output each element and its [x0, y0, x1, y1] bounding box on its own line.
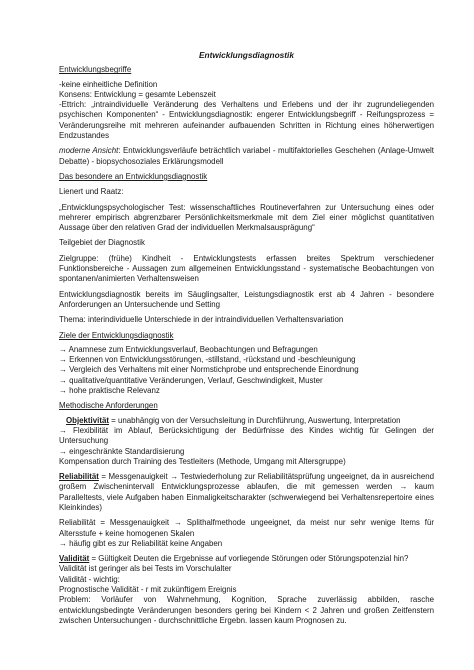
emphasis-text: moderne Ansicht	[59, 146, 119, 156]
paragraph: Teilgebiet der Diagnostik	[59, 238, 145, 248]
paragraph: Lienert und Raatz:	[59, 187, 124, 197]
paragraph-text: : Entwicklungsverläufe beträchtlich variabel - multifaktorielles Geschehen (Anlage-Umwelt Debatte) - biopsychosoziales Erklärungsmodell	[59, 146, 434, 166]
term-objektivitaet: Objektivität	[66, 415, 109, 425]
paragraph: Thema: interindividuelle Unterschiede in der intraindividuellen Verhaltensvariation	[59, 315, 344, 325]
paragraph	[59, 472, 434, 513]
paragraph: Kompensation durch Training des Testleiters (Methode, Umgang mit Altersgruppe)	[59, 456, 346, 466]
section-heading-besonderes: Das besondere an Entwicklungsdiagnostik	[59, 171, 208, 181]
term-reliabilitaet: Reliabilität	[59, 472, 99, 482]
list-item: → Anamnese zum Entwicklungsverlauf, Beobachtungen und Befragungen	[59, 344, 318, 354]
paragraph: → häufig gibt es zur Reliabilität keine Angaben	[59, 538, 223, 548]
paragraph-text: = Messgenauigkeit → Testwiederholung zur Reliabilitätsprüfung ungeeignet, da in ausreichend großem Zwischenintervall Entwicklungsprozesse ablaufen, die mit gemessen werden → kaum Paralleltests, viele Aufgaben haben Einmaligkeitscharakter (schwerwiegend bei Verhaltensrepertoire eines Kleinkindes)	[59, 472, 434, 512]
section-heading-methodische-anforderungen: Methodische Anforderungen	[59, 401, 158, 411]
list-item: → qualitative/quantitative Veränderungen, Verlauf, Geschwindigkeit, Muster	[59, 375, 323, 385]
list-item: → Erkennen von Entwicklungsstörungen, -stillstand, -rückstand und -beschleunigung	[59, 355, 356, 365]
paragraph: Problem: Vorläufer von Wahrnehmung, Kognition, Sprache zuverlässig abbilden, rasche entwicklungsbedingte Veränderungen besonders gering bei Kindern < 2 Jahren und großen Zeitfenstern zwischen Untersuchungen - durchschnittliche Ergebn. lassen kaum Prognosen zu.	[59, 595, 434, 625]
quote-paragraph: „Entwicklungspsychologischer Test: wissenschaftliches Routineverfahren zur Untersuchung eines oder mehrerer empirisch abgrenzbarer Persönlichkeitsmerkmale mit dem Ziel einer möglichst quantitativen Aussage über den relativen Grad der individuellen Merkmalsausprägung“	[59, 202, 434, 233]
paragraph: → eingeschränkte Standardisierung	[59, 446, 185, 456]
paragraph: Prognostische Validität - r mit zukünftigem Ereignis	[59, 585, 237, 595]
paragraph: Validität - wichtig:	[59, 574, 120, 584]
paragraph-text: = unabhängig von der Versuchsleitung in Durchführung, Auswertung, Interpretation	[108, 415, 401, 425]
paragraph: -keine einheitliche Definition	[59, 79, 158, 89]
paragraph: Konsens: Entwicklung = gesamte Lebenszeit	[59, 89, 216, 99]
section-heading-ziele: Ziele der Entwicklungsdiagnostik	[59, 330, 174, 340]
list-item: → Vergleich des Verhaltens mit einer Normstichprobe und entsprechende Einordnung	[59, 365, 359, 375]
document-title: Entwicklungsdiagnostik	[199, 50, 294, 60]
paragraph: Entwicklungsdiagnostik bereits im Säuglingsalter, Leistungsdiagnostik erst ab 4 Jahren - besondere Anforderungen an Untersuchende und Setting	[59, 289, 434, 309]
section-heading-entwicklungsbegriffe: Entwicklungsbegriffe	[59, 65, 132, 75]
paragraph	[59, 146, 434, 167]
paragraph: → Flexibilität im Ablauf, Berücksichtigung der Bedürfnisse des Kindes wichtig für Gelingen der Untersuchung	[59, 425, 434, 446]
term-validitaet: Validität	[59, 554, 90, 564]
paragraph: Reliabilität = Messgenauigkeit → Splithalfmethode ungeeignet, da meist nur sehr wenige Items für Altersstufe + keine homogenen Skalen	[59, 518, 434, 538]
paragraph-text: = Gültigkeit Deuten die Ergebnisse auf vorliegende Störungen oder Störungspotenzial hin?	[89, 554, 409, 564]
paragraph: Validität ist geringer als bei Tests im Vorschulalter	[59, 564, 232, 574]
paragraph	[59, 416, 434, 426]
paragraph: -Ettrich: „intraindividuelle Veränderung des Verhaltens und Erlebens und der ihr zugrundeliegenden psychischen Komponenten“ - Entwicklungsdiagnostik: engerer Entwicklungsbegriff - Reifungsprozess = Veränderungsreihe mit mehreren aufeinander aufbauenden Schritten in Richtung eines höherwertigen Endzustandes	[59, 100, 434, 141]
list-item: → hohe praktische Relevanz	[59, 386, 160, 396]
paragraph: Zielgruppe: (frühe) Kindheit - Entwicklungstests erfassen breites Spektrum verschiedener Funktionsbereiche - Aussagen zum allgemeinen Entwicklungsstand - systematische Beobachtungen von spontanen/animierten Verhaltensweisen	[59, 253, 434, 284]
paragraph	[59, 554, 434, 564]
